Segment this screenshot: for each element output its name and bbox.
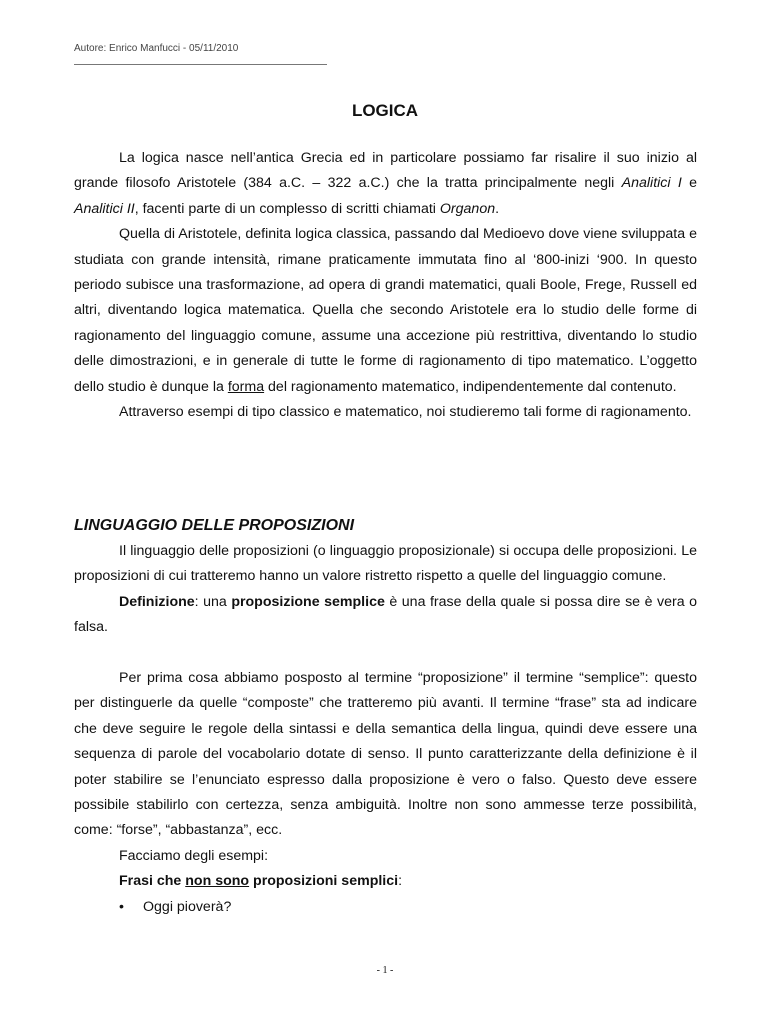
text-run: e <box>681 175 697 192</box>
text-run: Quella di Aristotele, definita logica classica, passando dal Medioevo dove viene sviluppata e studiata con grande intensità, rimane praticamente immutata fino al ‘800-inizi ‘900. In questo periodo subisce una trasformazione, ad opera di grandi matematici, quali Boole, Frege, Russell ed altri, diventando logica matematica. Quella che secondo Aristotele era lo studio delle forme di ragionamento del linguaggio comune, assume una accezione più restrittiva, diventando lo studio delle dimostrazioni, e in generale di tutte le forme di ragionamento di tipo matematico. L’oggetto dello studio è dunque la <box>74 226 697 395</box>
examples-heading <box>74 869 697 894</box>
text-run: proposizioni semplici <box>249 873 399 890</box>
section-paragraph-2: Per prima cosa abbiamo posposto al termine “proposizione” il termine “semplice”: questo per distinguerle da quelle “composte” che tratteremo più avanti. Il termine “frase” sta ad indicare che deve seguire le regole della sintassi e della semantica della lingua, quindi deve essere una sequenza di parole del vocabolario dotate di senso. Il punto caratterizzante della definizione è il poter stabilire se l’enunciato espresso dalla proposizione è vero o falso. Questo deve essere possibile stabilirlo con certezza, senza ambiguità. Inoltre non sono ammesse terze possibilità, come: “forse”, “abbastanza”, ecc. <box>74 670 697 839</box>
page-title: LOGICA <box>351 101 419 120</box>
intro-paragraph-2 <box>74 222 697 400</box>
definition-paragraph <box>74 590 697 641</box>
work-title: Analitici II <box>74 200 135 217</box>
text-run: del ragionamento matematico, indipendentemente dal contenuto. <box>264 378 677 395</box>
list-item <box>74 895 697 920</box>
underlined-term: forma <box>227 378 265 395</box>
author-header: Autore: Enrico Manfucci - 05/11/2010 <box>74 43 239 54</box>
text-run: : <box>398 873 403 890</box>
text-run: , facenti parte di un complesso di scritti chiamati <box>134 200 440 217</box>
section-paragraph-1: Il linguaggio delle proposizioni (o linguaggio proposizionale) si occupa delle proposizioni. Le proposizioni di cui tratteremo hanno un valore ristretto rispetto a quelle del linguaggio comune. <box>74 543 697 585</box>
header-divider <box>74 64 327 65</box>
work-title: Organon <box>439 200 496 217</box>
section-heading: LINGUAGGIO DELLE PROPOSIZIONI <box>74 517 355 534</box>
text-run: La logica nasce nell’antica Grecia ed in particolare possiamo far risalire il suo inizio al grande filosofo Aristotele (384 a.C. – 322 a.C.) che la tratta principalmente negli <box>74 150 697 192</box>
section-text <box>74 539 697 920</box>
definition-label: Definizione <box>119 593 195 610</box>
section-paragraph-3: Facciamo degli esempi: <box>119 847 269 864</box>
bullet-icon: • <box>119 898 124 915</box>
page-number: - 1 - <box>376 965 394 976</box>
intro-paragraph-1 <box>74 146 697 222</box>
defined-term: proposizione semplice <box>231 593 385 610</box>
text-run: : una <box>194 593 232 610</box>
text-run: è una frase della quale si possa dire se è vera o falsa. <box>74 593 698 636</box>
list-item-text: Oggi pioverà? <box>143 898 232 915</box>
work-title: Analitici I <box>621 175 682 192</box>
blank-line <box>74 641 697 666</box>
text-run: Frasi che <box>119 873 186 890</box>
intro-paragraph-3: Attraverso esempi di tipo classico e matematico, noi studieremo tali forme di ragionamento. <box>119 404 692 421</box>
intro-text <box>74 146 697 425</box>
underlined-term: non sono <box>185 873 250 890</box>
text-run: . <box>495 200 500 217</box>
